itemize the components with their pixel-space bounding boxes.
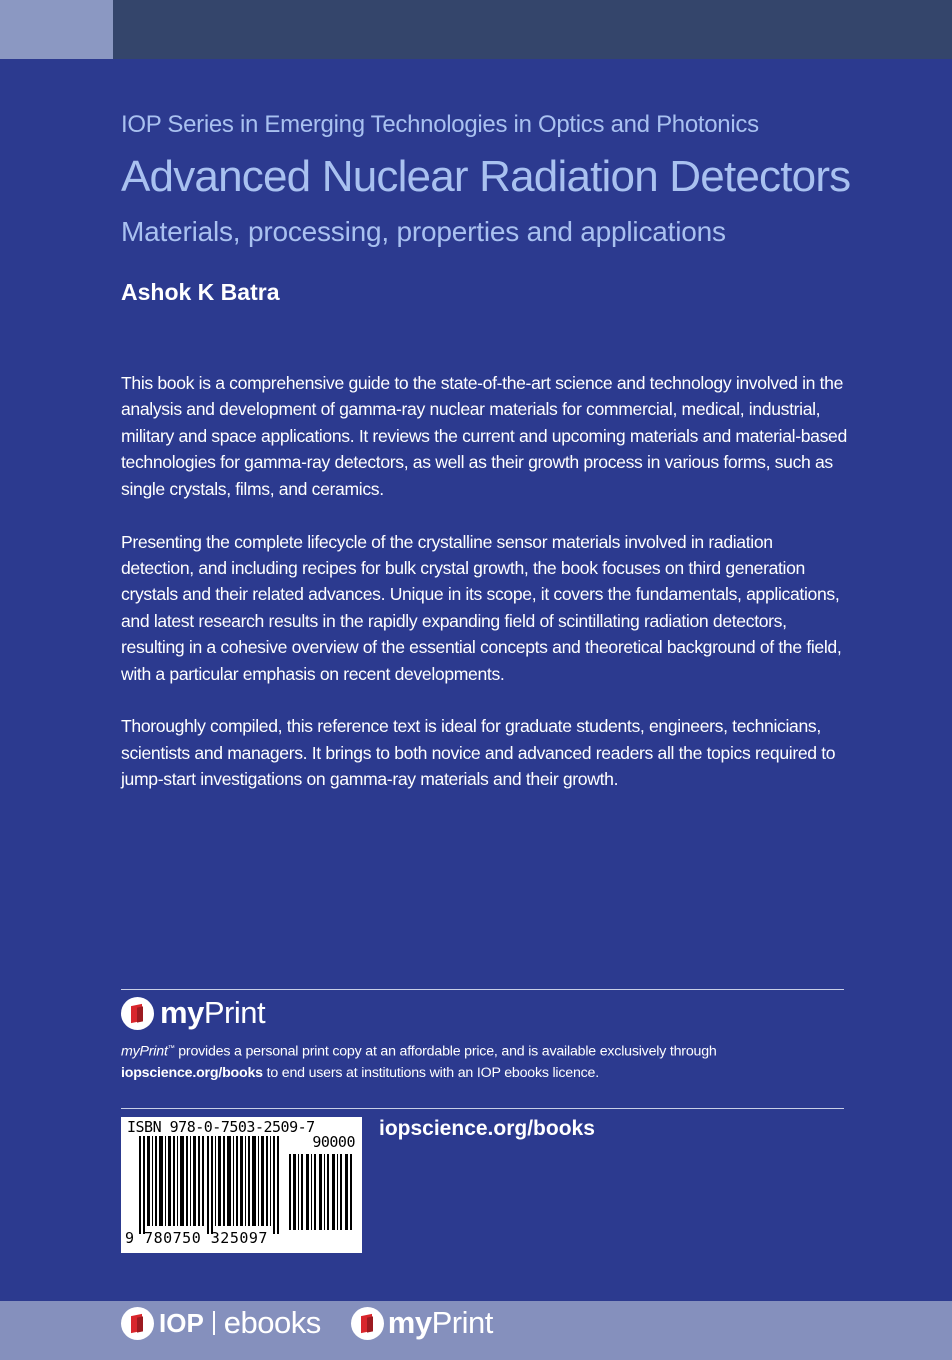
ean-number: 9 780750 325097 [125,1229,268,1247]
myprint-badge-icon [351,1307,384,1340]
iop-logo-text: IOP [159,1307,204,1338]
myprint-description [121,1038,821,1084]
description-paragraph: This book is a comprehensive guide to the state-of-the-art science and technology involved in the analysis and development of gamma-ray nuclear materials for commercial, medical, industrial, military and space applications. It reviews the current and upcoming materials and material-based technologies for gamma-ray detectors, as well as their growth process in various forms, such as single crystals, films, and ceramics. [121,373,847,499]
myprint-name: myPrint [121,1043,168,1060]
author-name: Ashok K Batra [121,279,280,305]
isbn-label: ISBN 978-0-7503-2509-7 [127,1118,315,1136]
myprint-logo-bold: my [160,995,204,1030]
series-title: IOP Series in Emerging Technologies in Optics and Photonics [121,111,759,138]
footer-myprint-logo [351,1305,493,1341]
myprint-logo-regular: Print [203,995,266,1030]
myprint-link[interactable]: iopscience.org/books [121,1064,263,1081]
divider [121,989,844,990]
ebooks-logo-text: ebooks [223,1305,321,1340]
description-paragraph: Presenting the complete lifecycle of the crystalline sensor materials involved in radiation detection, and including recipes for bulk crystal growth, the book focuses on third generation crystals and their related advances. Unique in its scope, it covers the fundamentals, applications, and latest research results in the rapidly expanding field of scintillating radiation detectors, resulting in a cohesive overview of the essential concepts and theoretical background of the field, with a particular emphasis on recent developments. [121,531,842,684]
logo-separator [213,1311,215,1335]
book-title: Advanced Nuclear Radiation Detectors [121,152,851,201]
divider [121,1108,844,1109]
description-paragraph: Thoroughly compiled, this reference text is ideal for graduate students, engineers, technicians, scientists and managers. It brings to both novice and advanced readers all the topics required to jump-start investigations on gamma-ray materials and their growth. [121,716,836,790]
top-band [0,0,952,59]
top-corner-block [0,0,113,59]
addon-bars-icon [289,1154,355,1230]
footer-myprint-bold: my [387,1305,432,1340]
barcode-addon-number: 90000 [312,1133,355,1151]
iop-badge-icon [121,1307,154,1340]
website-link[interactable]: iopscience.org/books [379,1117,595,1140]
book-description [121,370,849,819]
book-subtitle: Materials, processing, properties and applications [121,216,726,247]
footer-logos [121,1305,493,1341]
trademark-symbol: ™ [167,1045,175,1052]
myprint-badge-icon [121,997,154,1030]
myprint-desc-text: provides a personal print copy at an affordable price, and is available exclusively through [174,1043,717,1060]
footer-myprint-regular: Print [431,1305,493,1340]
myprint-desc-text-2: to end users at institutions with an IOP ebooks licence. [262,1064,599,1081]
myprint-logo [121,996,265,1030]
isbn-barcode [121,1117,362,1253]
barcode-bars-icon [139,1136,284,1234]
